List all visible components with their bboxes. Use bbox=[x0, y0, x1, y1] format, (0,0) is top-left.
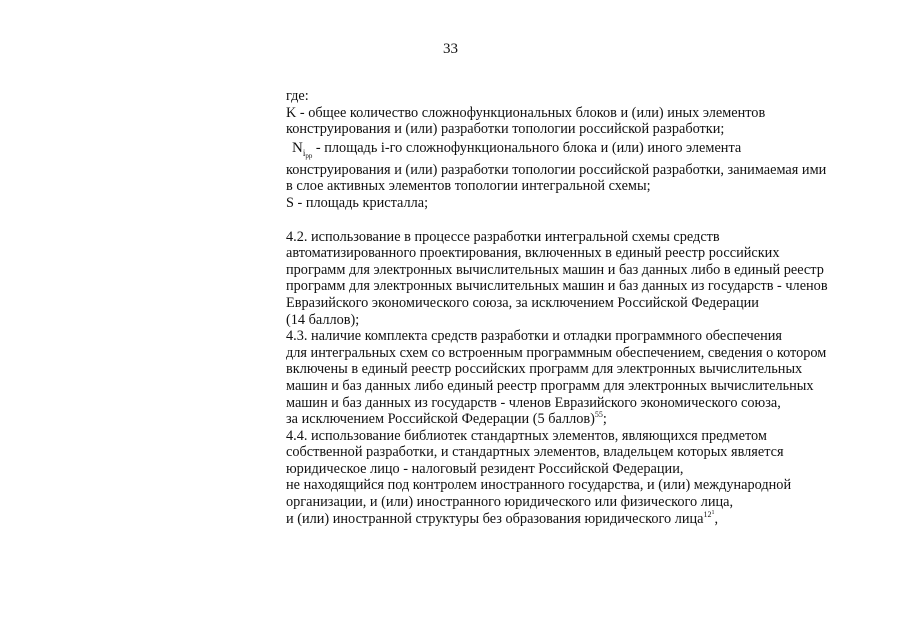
item-4-4-line: собственной разработки, и стандартных элементов, владельцем которых является bbox=[286, 444, 784, 461]
item-4-3-last-line bbox=[286, 411, 886, 428]
def-k-line-1: K - общее количество сложнофункциональных блоков и (или) иных элементов bbox=[286, 104, 766, 121]
item-4-3-line: машин и баз данных либо единый реестр программ для электронных вычислительных bbox=[286, 377, 814, 394]
def-n-line-3: в слое активных элементов топологии интегральной схемы; bbox=[286, 178, 651, 195]
item-4-4-line: организации, и (или) иностранного юридического или физического лица, bbox=[286, 494, 734, 511]
def-n-line-2: конструирования и (или) разработки топологии российской разработки, занимаемая ими bbox=[286, 161, 827, 178]
where-intro: где: bbox=[286, 88, 309, 104]
item-4-3-line: машин и баз данных из государств - членов Евразийского экономического союза, bbox=[286, 394, 781, 411]
item-4-2-line: (14 баллов); bbox=[286, 311, 360, 328]
footnote-ref-12-1 bbox=[704, 510, 715, 519]
item-4-4-line: 4.4. использование библиотек стандартных элементов, являющихся предметом bbox=[286, 427, 767, 444]
subscript-rr: рр bbox=[305, 151, 313, 160]
item-4-4-last-text: и (или) иностранной структуры без образования юридического лица bbox=[286, 510, 704, 527]
def-k-line-2: конструирования и (или) разработки топологии российской разработки; bbox=[286, 121, 725, 138]
variable-n-symbol: N bbox=[292, 139, 303, 156]
item-4-4-line: не находящийся под контролем иностранного государства, и (или) международной bbox=[286, 477, 792, 494]
subscript-i: i bbox=[302, 147, 306, 158]
item-4-3-last-text: за исключением Российской Федерации (5 баллов) bbox=[286, 411, 595, 428]
item-4-2-line: автоматизированного проектирования, включенных в единый реестр российских bbox=[286, 245, 780, 262]
footnote-superscript: 1 bbox=[711, 509, 715, 516]
item-4-4-line: юридическое лицо - налоговый резидент Российской Федерации, bbox=[286, 460, 684, 477]
item-4-4-last-line bbox=[286, 511, 886, 528]
paragraph-spacer bbox=[286, 212, 886, 229]
document-body bbox=[286, 88, 886, 527]
def-s-line: S - площадь кристалла; bbox=[286, 194, 429, 211]
footnote-ref-55: 55 bbox=[594, 410, 603, 420]
page-number: 33 bbox=[443, 41, 458, 57]
def-n-line-1 bbox=[286, 138, 886, 162]
item-4-2-line: 4.2. использование в процессе разработки интегральной схемы средств bbox=[286, 228, 720, 245]
item-4-3-line: для интегральных схем со встроенным программным обеспечением, сведения о котором bbox=[286, 344, 827, 361]
item-4-4-punct: , bbox=[714, 510, 719, 527]
item-4-3-punct: ; bbox=[602, 411, 607, 428]
footnote-number: 12 bbox=[703, 509, 712, 519]
item-4-2-line: программ для электронных вычислительных машин и баз данных либо в единый реестр bbox=[286, 261, 824, 278]
variable-n-subscript bbox=[303, 148, 313, 158]
item-4-3-line: включены в единый реестр российских программ для электронных вычислительных bbox=[286, 361, 803, 378]
item-4-3-line: 4.3. наличие комплекта средств разработки и отладки программного обеспечения bbox=[286, 328, 782, 345]
item-4-2-line: программ для электронных вычислительных машин и баз данных из государств - членов bbox=[286, 278, 828, 295]
def-n-text: - площадь i-го сложнофункционального блока и (или) иного элемента bbox=[312, 139, 742, 156]
item-4-2-line: Евразийского экономического союза, за исключением Российской Федерации bbox=[286, 294, 759, 311]
